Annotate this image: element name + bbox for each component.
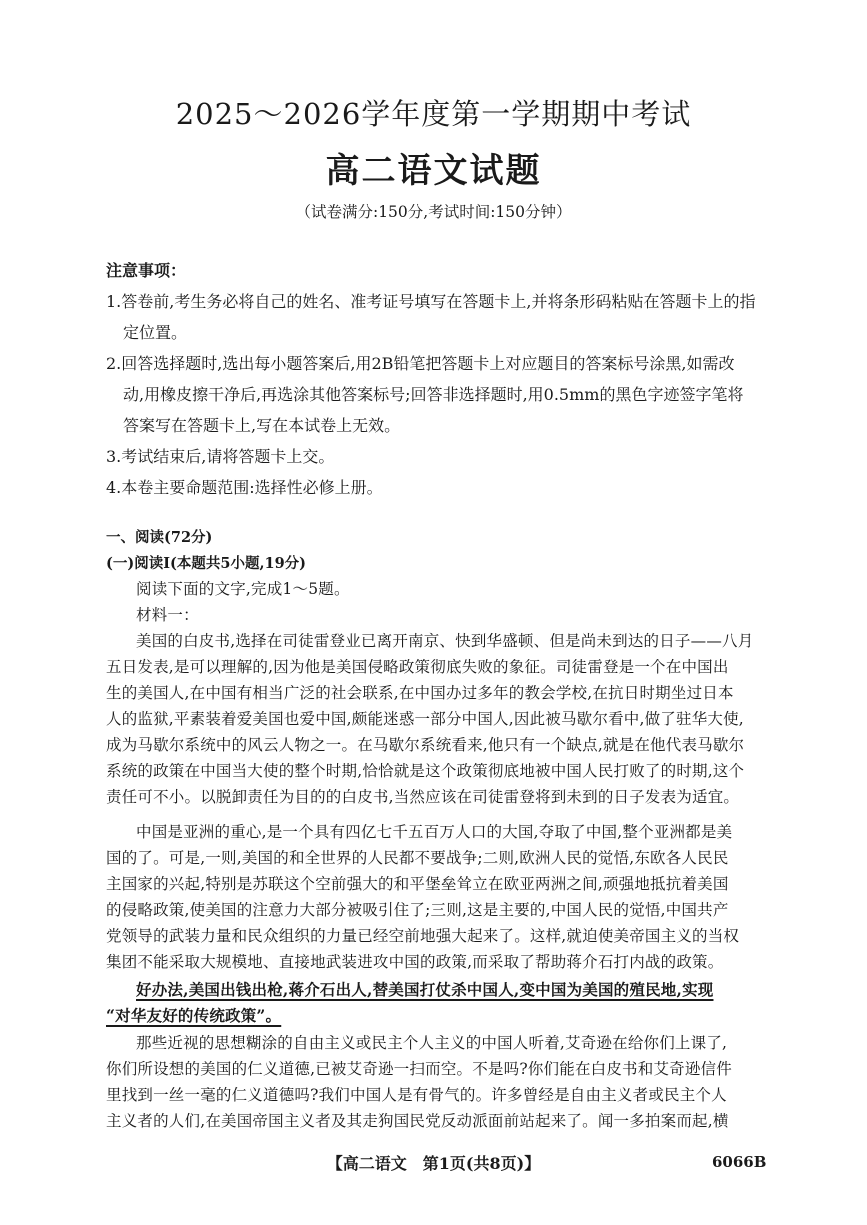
section-title: 一、阅读(72分) xyxy=(106,529,213,546)
body-line: 责任可不小。以脱卸责任为目的的白皮书,当然应该在司徒雷登将到未到的日子发表为适宜。 xyxy=(106,788,740,806)
body-line: 美国的白皮书,选择在司徒雷登业已离开南京、快到华盛顿、但是尚未到达的日子——八月 xyxy=(136,632,754,650)
body-line: 生的美国人,在中国有相当广泛的社会联系,在中国办过多年的教会学校,在抗日时期坐过日本 xyxy=(106,684,734,702)
body-line: 成为马歇尔系统中的风云人物之一。在马歇尔系统看来,他只有一个缺点,就是在他代表马歇尔 xyxy=(106,736,745,754)
body-line: 人的监狱,平素装着爱美国也爱中国,颇能迷惑一部分中国人,因此被马歇尔看中,做了驻华大使, xyxy=(106,710,744,728)
body-line: 党领导的武装力量和民众组织的力量已经空前地强大起来了。这样,就迫使美帝国主义的当权 xyxy=(106,927,740,945)
body-line: 五日发表,是可以理解的,因为他是美国侵略政策彻底失败的象征。司徒雷登是一个在中国出 xyxy=(106,658,729,676)
body-line: 你们所设想的美国的仁义道德,已被艾奇逊一扫而空。不是吗?你们能在白皮书和艾奇逊信件 xyxy=(106,1060,732,1078)
subsection-title: (一)阅读Ⅰ(本题共5小题,19分) xyxy=(106,555,307,572)
notice-line: 4.本卷主要命题范围:选择性必修上册。 xyxy=(106,478,383,497)
notice-line: 1.答卷前,考生务必将自己的姓名、准考证号填写在答题卡上,并将条形码粘贴在答题卡上的指 xyxy=(106,292,756,311)
body-line: 集团不能采取大规模地、直接地武装进攻中国的政策,而采取了帮助蒋介石打内战的政策。 xyxy=(106,953,724,971)
exam-meta: （试卷满分:150分,考试时间:150分钟） xyxy=(295,203,572,221)
underlined-line: 好办法,美国出钱出枪,蒋介石出人,替美国打仗杀中国人,变中国为美国的殖民地,实现 xyxy=(136,980,714,999)
material-label: 材料一： xyxy=(136,606,199,624)
body-line: 里找到一丝一毫的仁义道德吗?我们中国人是有骨气的。许多曾经是自由主义者或民主个人 xyxy=(106,1086,727,1104)
notice-line: 答案写在答题卡上,写在本试卷上无效。 xyxy=(123,416,401,435)
underlined-line: “对华友好的传统政策”。 xyxy=(106,1006,282,1025)
exam-title: 2025～2026学年度第一学期期中考试 xyxy=(175,97,692,131)
notice-line: 3.考试结束后,请将答题卡上交。 xyxy=(106,447,335,466)
body-line: 主义者的人们,在美国帝国主义者及其走狗国民党反动派面前站起来了。闻一多拍案而起,横 xyxy=(106,1112,729,1130)
body-line: 那些近视的思想糊涂的自由主义或民主个人主义的中国人听着,艾奇逊在给你们上课了, xyxy=(136,1034,728,1052)
body-line: 中国是亚洲的重心,是一个具有四亿七千五百万人口的大国,夺取了中国,整个亚洲都是美 xyxy=(136,823,733,841)
subject-title: 高二语文试题 xyxy=(325,151,542,191)
notice-line: 2.回答选择题时,选出每小题答案后,用2B铅笔把答题卡上对应题目的答案标号涂黑,如需改 xyxy=(106,354,735,373)
body-line: 国的了。可是,一则,美国的和全世界的人民都不要战争;二则,欧洲人民的觉悟,东欧各人民民 xyxy=(106,849,729,867)
paper-code: 6066B xyxy=(712,1153,767,1171)
page-footer: 【高二语文 第1页(共8页)】 xyxy=(326,1154,541,1173)
notice-heading: 注意事项： xyxy=(106,261,187,280)
body-line: 的侵略政策,使美国的注意力大部分被吸引住了;三则,这是主要的,中国人民的觉悟,中国共产 xyxy=(106,901,729,919)
notice-line: 动,用橡皮擦干净后,再选涂其他答案标号;回答非选择题时,用0.5mm的黑色字迹签字笔将 xyxy=(123,385,744,404)
notice-line: 定位置。 xyxy=(123,323,188,342)
body-line: 系统的政策在中国当大使的整个时期,恰恰就是这个政策彻底地被中国人民打败了的时期,这个 xyxy=(106,762,745,780)
body-line: 主国家的兴起,特别是苏联这个空前强大的和平堡垒耸立在欧亚两洲之间,顽强地抵抗着美国 xyxy=(106,875,729,893)
instruction-text: 阅读下面的文字,完成1～5题。 xyxy=(136,580,350,598)
